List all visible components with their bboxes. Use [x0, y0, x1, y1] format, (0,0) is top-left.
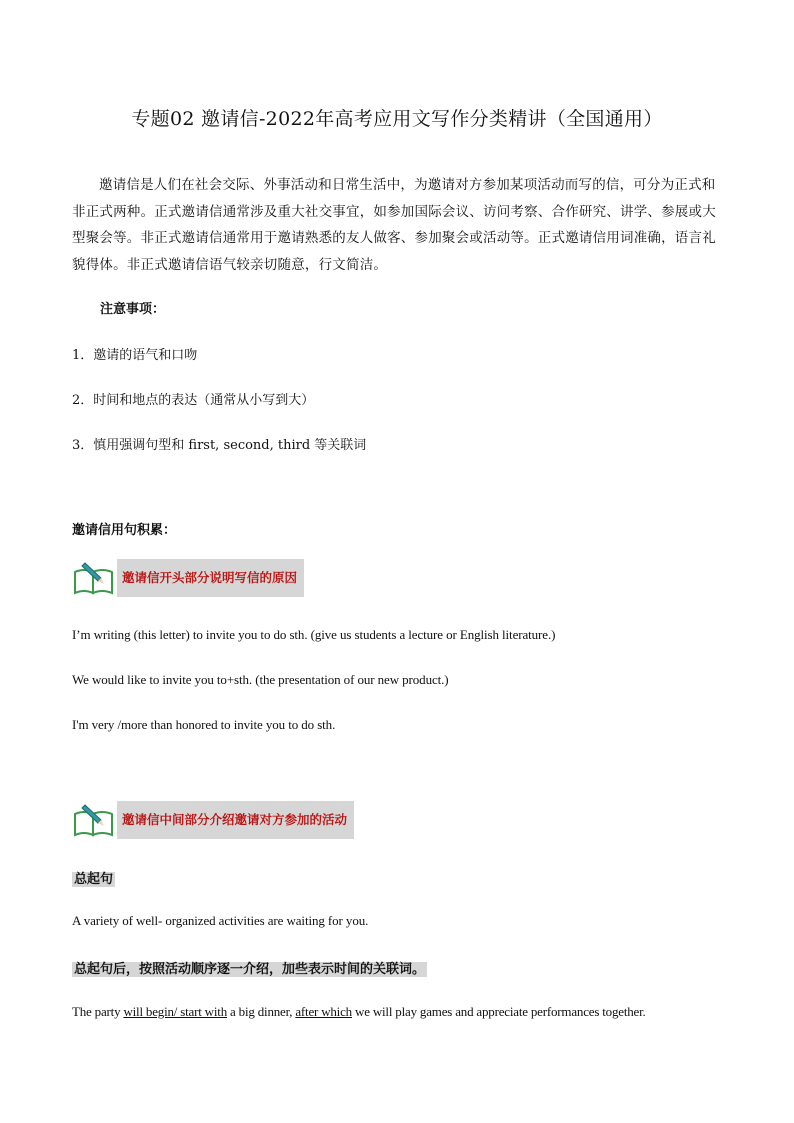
sentence-5 — [72, 1004, 646, 1020]
section-banner-opening — [72, 559, 298, 597]
book-pen-icon — [72, 559, 116, 597]
book-pen-icon — [72, 801, 116, 839]
note-item-3: 3．慎用强调句型和 first, second, third 等关联词 — [72, 438, 367, 453]
subheading-topic-sentence — [72, 868, 115, 887]
sentence-4: A variety of well- organized activities are waiting for you. — [72, 913, 369, 928]
note-item-2: 2．时间和地点的表达（通常从小写到大） — [72, 393, 315, 408]
sentence-5-part5: we will play games and appreciate performances together. — [351, 1004, 646, 1019]
sentence-5-part1: The party — [72, 1004, 124, 1019]
topic-sentence-label: 总起句 — [74, 872, 114, 887]
notes-heading: 注意事项： — [100, 302, 166, 317]
section-banner-middle — [72, 801, 348, 839]
subheading-sequence — [72, 958, 427, 977]
intro-paragraph: 邀请信是人们在社会交际、外事活动和日常生活中，为邀请对方参加某项活动而写的信，可分为正式和非正式两种。正式邀请信通常涉及重大社交事宜，如参加国际会议、访问考察、合作研究、讲学、参展或大型聚会等。非正式邀请信通常用于邀请熟悉的友人做客、参加聚会或活动等。正式邀请信用词准确，语言礼貌得体。非正式邀请信语气较亲切随意，行文简洁。 — [72, 177, 716, 273]
page-title: 专题02 邀请信-2022年高考应用文写作分类精讲（全国通用） — [131, 108, 663, 130]
sentence-5-underlined-2: after which — [295, 1004, 352, 1019]
banner-label: 邀请信开头部分说明写信的原因 — [117, 559, 304, 597]
phrases-heading: 邀请信用句积累： — [72, 523, 177, 538]
sentence-3: I'm very /more than honored to invite you to do sth. — [72, 717, 336, 732]
note-item-1: 1．邀请的语气和口吻 — [72, 348, 198, 363]
banner-label: 邀请信中间部分介绍邀请对方参加的活动 — [117, 801, 354, 839]
sentence-1: I’m writing (this letter) to invite you to do sth. (give us students a lecture or English literature.) — [72, 627, 556, 642]
sequence-label: 总起句后，按照活动顺序逐一介绍，加些表示时间的关联词。 — [74, 962, 426, 977]
sentence-2: We would like to invite you to+sth. (the presentation of our new product.) — [72, 672, 449, 687]
sentence-5-part3: a big dinner, — [227, 1004, 296, 1019]
sentence-5-underlined-1: will begin/ start with — [123, 1004, 227, 1019]
